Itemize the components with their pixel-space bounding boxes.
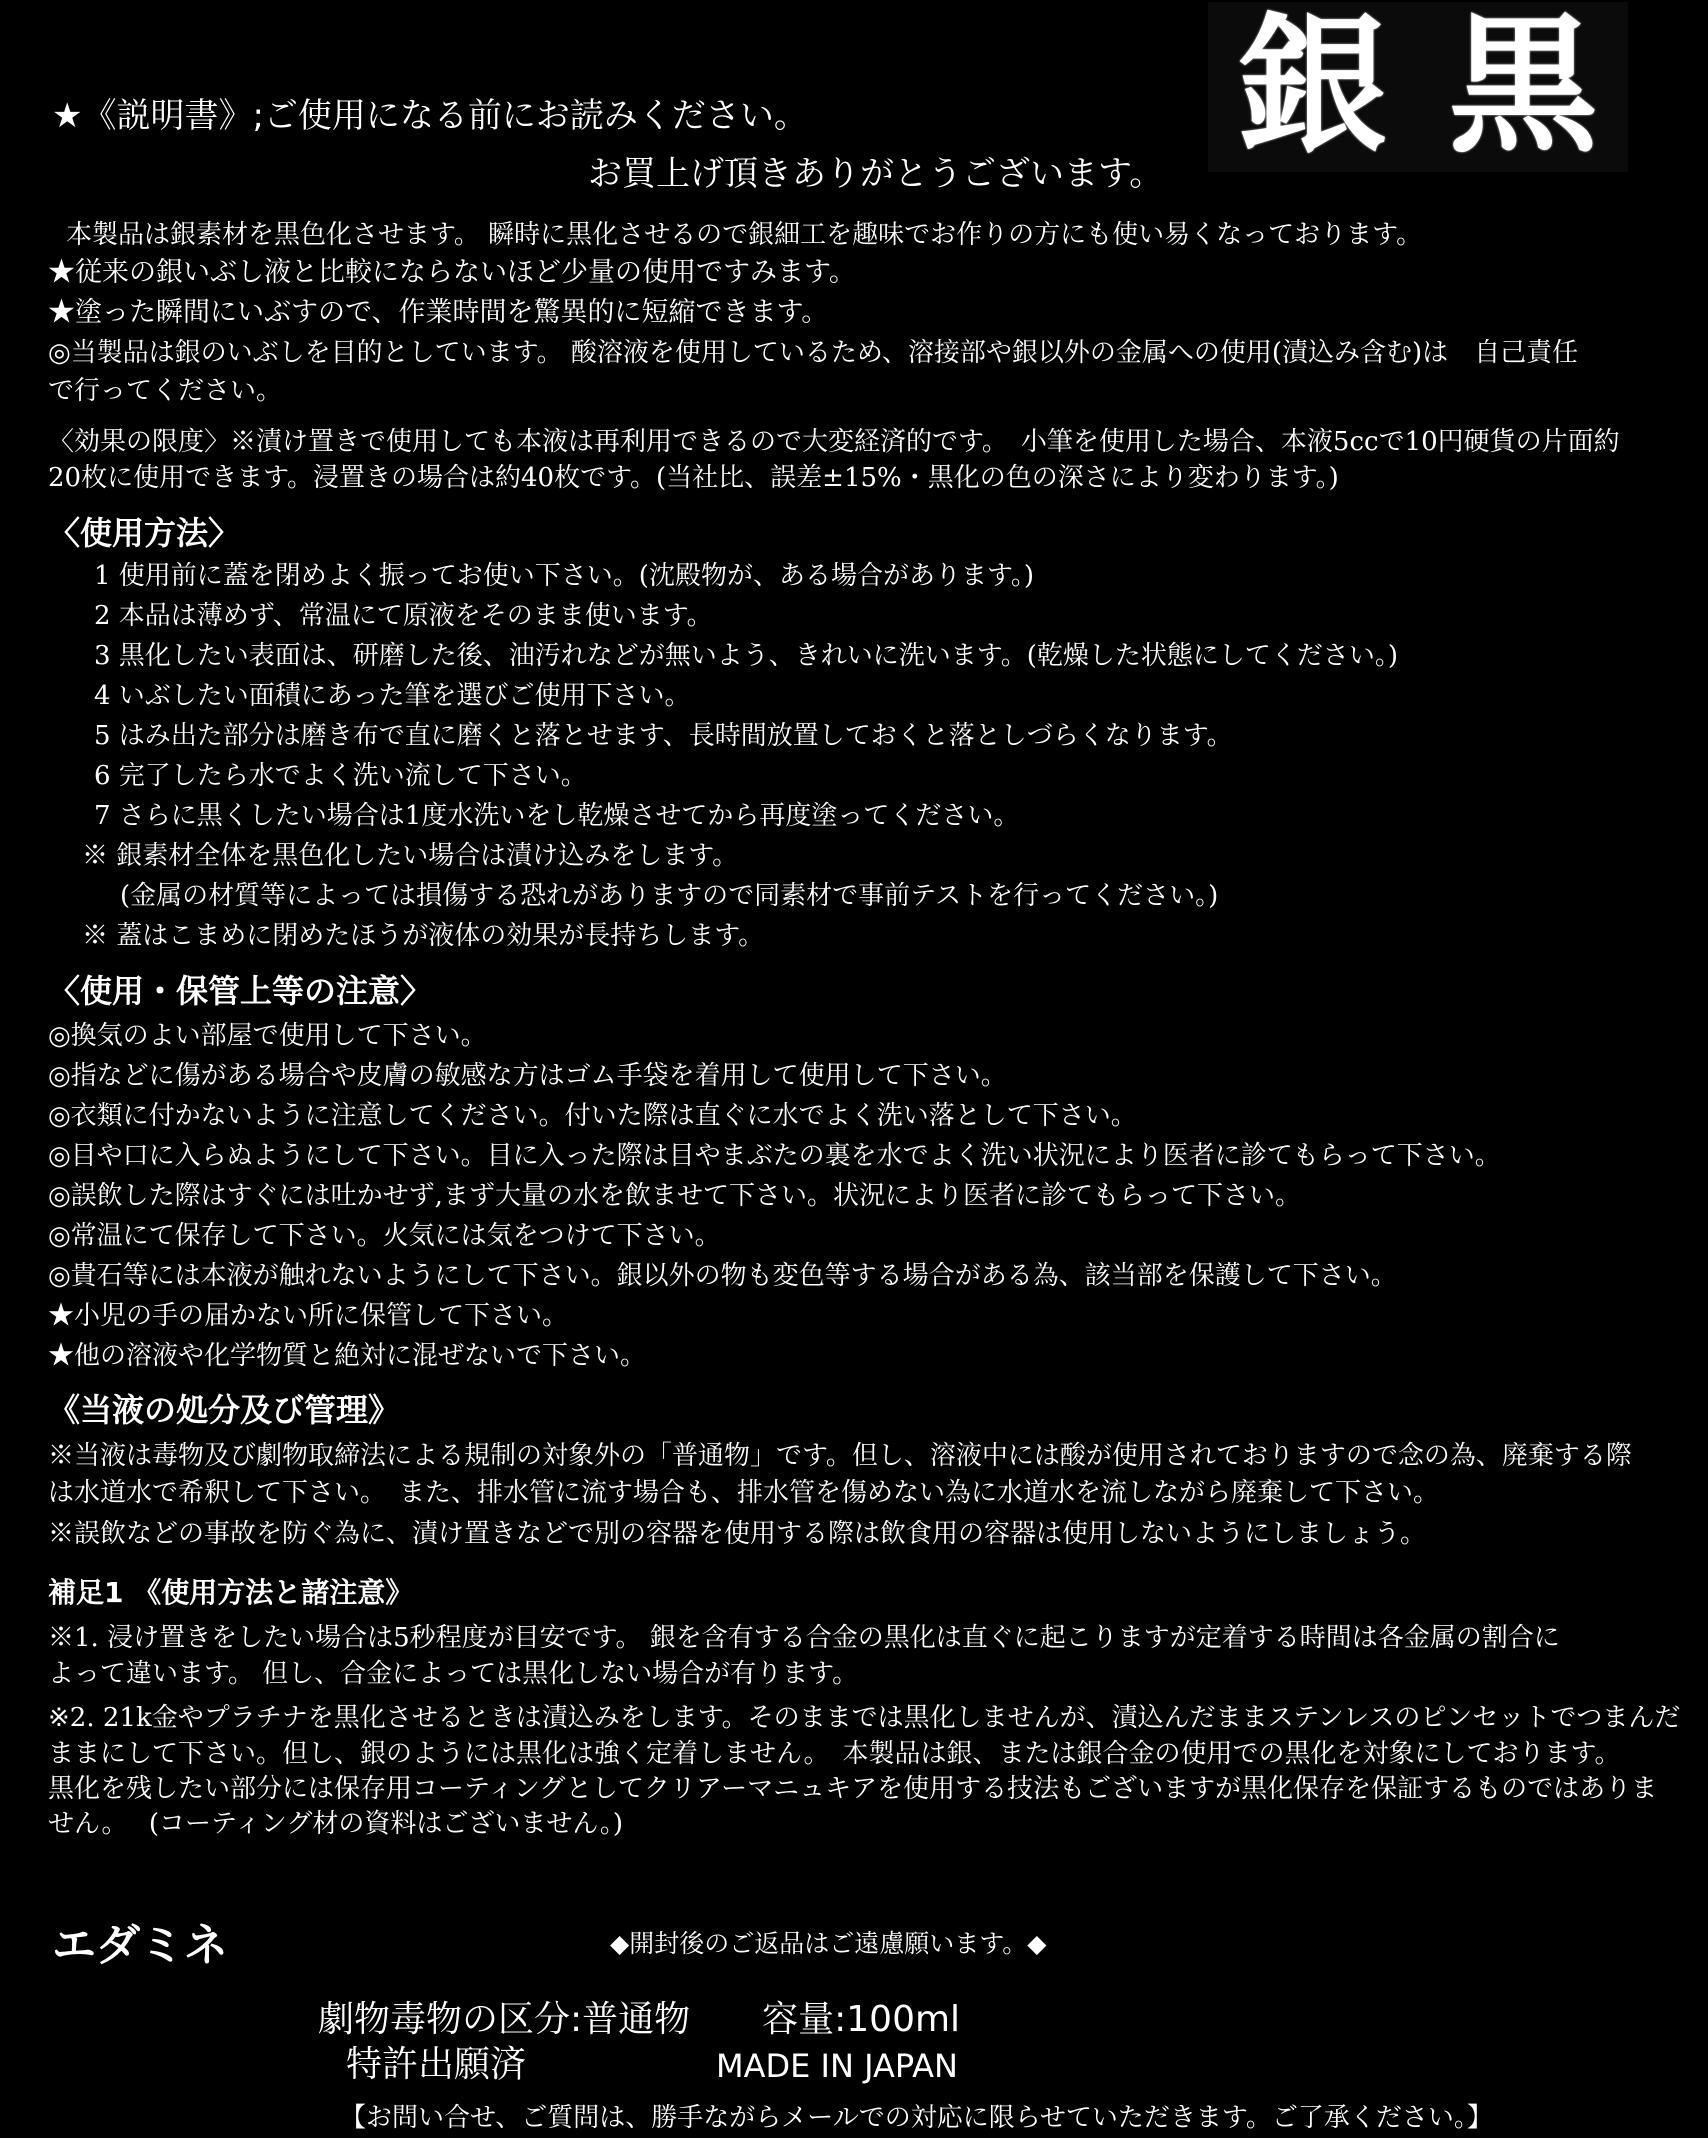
logo-char-silver: 銀 <box>1237 0 1388 174</box>
caution-item: ◎目や口に入らぬようにして下さい。目に入った際は目やまぶたの裏を水でよく洗い状況により医者に診てもらって下さい。 <box>48 1141 1501 1171</box>
supplement-line: ままにして下さい。但し、銀のようには黒化は強く定着しません。 本製品は銀、または銀合金の使用での黒化を対象にしております。 <box>48 1739 1621 1769</box>
usage-step: 2 本品は薄めず、常温にて原液をそのまま使います。 <box>94 601 713 631</box>
caution-item: ◎換気のよい部屋で使用して下さい。 <box>48 1021 487 1051</box>
disposal-line: ※当液は毒物及び劇物取締法による規制の対象外の「普通物」です。但し、溶液中には酸が使用されておりますので念の為、廃棄する際 <box>48 1441 1632 1471</box>
intro-line: で行ってください。 <box>48 376 283 406</box>
effect-line: 20枚に使用できます。浸置きの場合は約40枚です。(当社比、誤差±15%・黒化の色の深さにより変わります。) <box>48 463 1339 493</box>
supplement-line: 黒化を残したい部分には保存用コーティングとしてクリアーマニュキアを使用する技法もございますが黒化保存を保証するものではありま <box>48 1774 1658 1804</box>
caution-item: ★小児の手の届かない所に保管して下さい。 <box>48 1301 569 1331</box>
supplement-line: せん。 (コーティング材の資料はございません。) <box>48 1809 624 1839</box>
usage-step: 1 使用前に蓋を閉めよく振ってお使い下さい。(沈殿物が、ある場合があります。) <box>94 561 1035 591</box>
brand-name: エダミネ <box>52 1920 228 1971</box>
caution-item: ★他の溶液や化学物質と絶対に混ぜないで下さい。 <box>48 1341 647 1371</box>
usage-step: 6 完了したら水でよく洗い流して下さい。 <box>94 761 587 791</box>
caution-item: ◎常温にて保存して下さい。火気には気をつけて下さい。 <box>48 1221 721 1251</box>
usage-step: 4 いぶしたい面積にあった筆を選びご使用下さい。 <box>94 681 691 711</box>
effect-line: 〈効果の限度〉※漬け置きで使用しても本液は再利用できるので大変経済的です。 小筆を使用した場合、本液5ccで10円硬貨の片面約 <box>48 427 1620 457</box>
product-logo <box>1208 2 1628 172</box>
usage-step: 5 はみ出た部分は磨き布で直に磨くと落とせます、長時間放置しておくと落としづらくなります。 <box>94 721 1233 751</box>
usage-heading: 〈使用方法〉 <box>48 514 241 552</box>
usage-step: 7 さらに黒くしたい場合は1度水洗いをし乾燥させてから再度塗ってください。 <box>94 801 1020 831</box>
read-before-use-notice: ★《説明書》;ご使用になる前にお読みください。 <box>52 96 808 136</box>
intro-line: ◎当製品は銀のいぶしを目的としています。 酸溶液を使用しているため、溶接部や銀以外の金属への使用(漬込み含む)は 自己責任 <box>48 338 1579 368</box>
supplement-line: ※2. 21k金やプラチナを黒化させるときは漬込みをします。そのままでは黒化しませんが、漬込んだままステンレスのピンセットでつまんだ <box>48 1703 1681 1733</box>
thanks-message: お買上げ頂きありがとうございます。 <box>588 154 1164 194</box>
intro-line: 本製品は銀素材を黒色化させます。 瞬時に黒化させるので銀細工を趣味でお作りの方にも使い易くなっております。 <box>66 220 1423 250</box>
usage-note: ※ 銀素材全体を黒色化したい場合は漬け込みをします。 <box>82 841 739 871</box>
caution-item: ◎貴石等には本液が触れないようにして下さい。銀以外の物も変色等する場合がある為、該当部を保護して下さい。 <box>48 1261 1397 1291</box>
usage-step: 3 黒化したい表面は、研磨した後、油汚れなどが無いよう、きれいに洗います。(乾燥した状態にしてください。) <box>94 641 1399 671</box>
contact-notice: 【お問い合せ、ご質問は、勝手ながらメールでの対応に限らせていただきます。ご了承ください。】 <box>340 2103 1493 2133</box>
intro-line: ★従来の銀いぶし液と比較にならないほど少量の使用ですみます。 <box>48 257 856 288</box>
disposal-line: は水道水で希釈して下さい。 また、排水管に流す場合も、排水管を傷めない為に水道水を流しながら廃棄して下さい。 <box>48 1478 1440 1508</box>
disposal-heading: 《当液の処分及び管理》 <box>48 1391 401 1429</box>
caution-item: ◎誤飲した際はすぐには吐かせず,まず大量の水を飲ませて下さい。状況により医者に診てもらって下さい。 <box>48 1181 1301 1211</box>
supplement-line: ※1. 浸け置きをしたい場合は5秒程度が目安です。 銀を含有する合金の黒化は直ぐに起こりますが定着する時間は各金属の割合に <box>48 1623 1560 1653</box>
usage-note: ※ 蓋はこまめに閉めたほうが液体の効果が長持ちします。 <box>82 921 765 951</box>
supplement-heading: 補足1 《使用方法と諸注意》 <box>48 1576 414 1609</box>
return-policy-notice: ◆開封後のご返品はご遠慮願います。◆ <box>610 1929 1047 1958</box>
intro-line: ★塗った瞬間にいぶすので、作業時間を驚異的に短縮できます。 <box>48 297 829 328</box>
caution-item: ◎衣類に付かないように注意してください。付いた際は直ぐに水でよく洗い落として下さい。 <box>48 1101 1137 1131</box>
made-in-japan: MADE IN JAPAN <box>716 2047 958 2085</box>
caution-heading: 〈使用・保管上等の注意〉 <box>48 972 433 1010</box>
caution-item: ◎指などに傷がある場合や皮膚の敏感な方はゴム手袋を着用して使用して下さい。 <box>48 1061 1007 1091</box>
classification-capacity: 劇物毒物の区分:普通物 容量:100ml <box>318 1999 961 2040</box>
supplement-line: よって違います。 但し、合金によっては黒化しない場合が有ります。 <box>48 1659 859 1689</box>
logo-char-black: 黒 <box>1447 0 1598 174</box>
disposal-line: ※誤飲などの事故を防ぐ為に、漬け置きなどで別の容器を使用する際は飲食用の容器は使用しないようにしましょう。 <box>48 1519 1427 1549</box>
patent-pending: 特許出願済 <box>346 2044 527 2085</box>
usage-note: (金属の材質等によっては損傷する恐れがありますので同素材で事前テストを行ってください。) <box>120 881 1219 911</box>
